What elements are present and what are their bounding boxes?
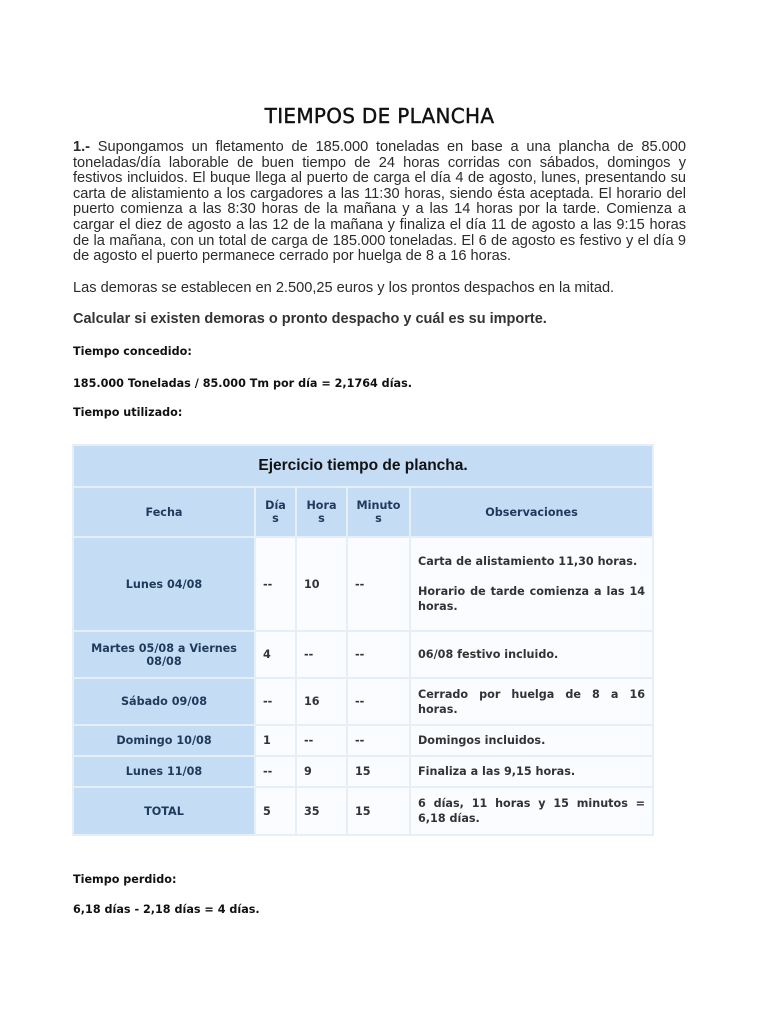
cell-observaciones: [410, 756, 653, 787]
problem-statement: [73, 140, 686, 265]
plancha-table-wrapper: [72, 444, 652, 836]
cell-minutos: 15: [347, 787, 410, 835]
cell-minutos: --: [347, 725, 410, 756]
cell-minutos: --: [347, 537, 410, 631]
cell-dias: --: [255, 678, 296, 725]
cell-dias: 4: [255, 631, 296, 678]
problem-number: 1.-: [73, 139, 91, 155]
demoras-paragraph: Las demoras se establecen en 2.500,25 euros y los prontos despachos en la mitad.: [73, 279, 615, 296]
cell-fecha: Martes 05/08 a Viernes 08/08: [73, 631, 255, 678]
cell-minutos: --: [347, 678, 410, 725]
cell-observaciones: [410, 631, 653, 678]
observation-text: Horario de tarde comienza a las 14 horas.: [418, 585, 646, 613]
table-header-row: [73, 487, 653, 537]
tiempo-concedido-calc: 185.000 Toneladas / 85.000 Tm por día = 2,1764 días.: [73, 377, 412, 391]
cell-minutos: 15: [347, 756, 410, 787]
table-row: [73, 631, 653, 678]
observation-text: Carta de alistamiento 11,30 horas.: [418, 555, 638, 568]
tiempo-concedido-label: Tiempo concedido:: [73, 345, 192, 359]
tiempo-perdido-calc: 6,18 días - 2,18 días = 4 días.: [73, 903, 260, 916]
table-total-row: [73, 787, 653, 835]
cell-dias: --: [255, 756, 296, 787]
header-minutos: Minuto s: [347, 487, 410, 537]
tiempo-utilizado-label: Tiempo utilizado:: [73, 406, 183, 420]
cell-fecha-total: TOTAL: [73, 787, 255, 835]
table-row: [73, 756, 653, 787]
header-horas: Hora s: [296, 487, 347, 537]
header-fecha: Fecha: [73, 487, 255, 537]
table-row: [73, 725, 653, 756]
cell-dias: 1: [255, 725, 296, 756]
table-caption: Ejercicio tiempo de plancha.: [73, 445, 653, 487]
cell-fecha: Lunes 04/08: [73, 537, 255, 631]
cell-fecha: Domingo 10/08: [73, 725, 255, 756]
question-text: Calcular si existen demoras o pronto despacho y cuál es su importe.: [73, 311, 547, 328]
tiempo-perdido-label: Tiempo perdido:: [73, 873, 177, 886]
cell-minutos: --: [347, 631, 410, 678]
observation-text: 06/08 festivo incluido.: [418, 648, 559, 661]
document-page: [73, 104, 686, 419]
document-title: TIEMPOS DE PLANCHA: [264, 104, 495, 128]
cell-dias: 5: [255, 787, 296, 835]
header-dias: Día s: [255, 487, 296, 537]
cell-horas: --: [296, 725, 347, 756]
cell-dias: --: [255, 537, 296, 631]
cell-horas: 9: [296, 756, 347, 787]
observation-text: Cerrado por huelga de 8 a 16 horas.: [418, 687, 646, 716]
cell-fecha: Sábado 09/08: [73, 678, 255, 725]
cell-horas: --: [296, 631, 347, 678]
observation-text: Domingos incluidos.: [418, 734, 546, 747]
cell-horas: 10: [296, 537, 347, 631]
cell-horas: 16: [296, 678, 347, 725]
table-caption-row: [73, 445, 653, 487]
observation-text: 6 días, 11 horas y 15 minutos = 6,18 días.: [418, 797, 646, 825]
plancha-table: [72, 444, 654, 836]
cell-horas: 35: [296, 787, 347, 835]
cell-fecha: Lunes 11/08: [73, 756, 255, 787]
cell-observaciones: [410, 537, 653, 631]
cell-observaciones: [410, 725, 653, 756]
cell-observaciones: [410, 678, 653, 725]
cell-observaciones: [410, 787, 653, 835]
observation-text: Finaliza a las 9,15 horas.: [418, 765, 576, 778]
table-row: [73, 678, 653, 725]
table-row: [73, 537, 653, 631]
header-observaciones: Observaciones: [410, 487, 653, 537]
problem-text: Supongamos un fletamento de 185.000 toneladas en base a una plancha de 85.000 toneladas/día laborable de buen tiempo de 24 horas corridas con sábados, domingos y festivos incluidos. El buque llega al puerto de carga el día 4 de agosto, lunes, presentando su carta de alistamiento a los cargadores a las 11:30 horas, siendo ésta aceptada. El horario del puerto comienza a las 8:30 horas de la mañana y a las 14 horas por la tarde. Comienza a cargar el diez de agosto a las 12 de la mañana y finaliza el día 11 de agosto a las 9:15 horas de la mañana, con un total de carga de 185.000 toneladas. El 6 de agosto es festivo y el día 9 de agosto el puerto permanece cerrado por huelga de 8 a 16 horas.: [73, 139, 686, 265]
